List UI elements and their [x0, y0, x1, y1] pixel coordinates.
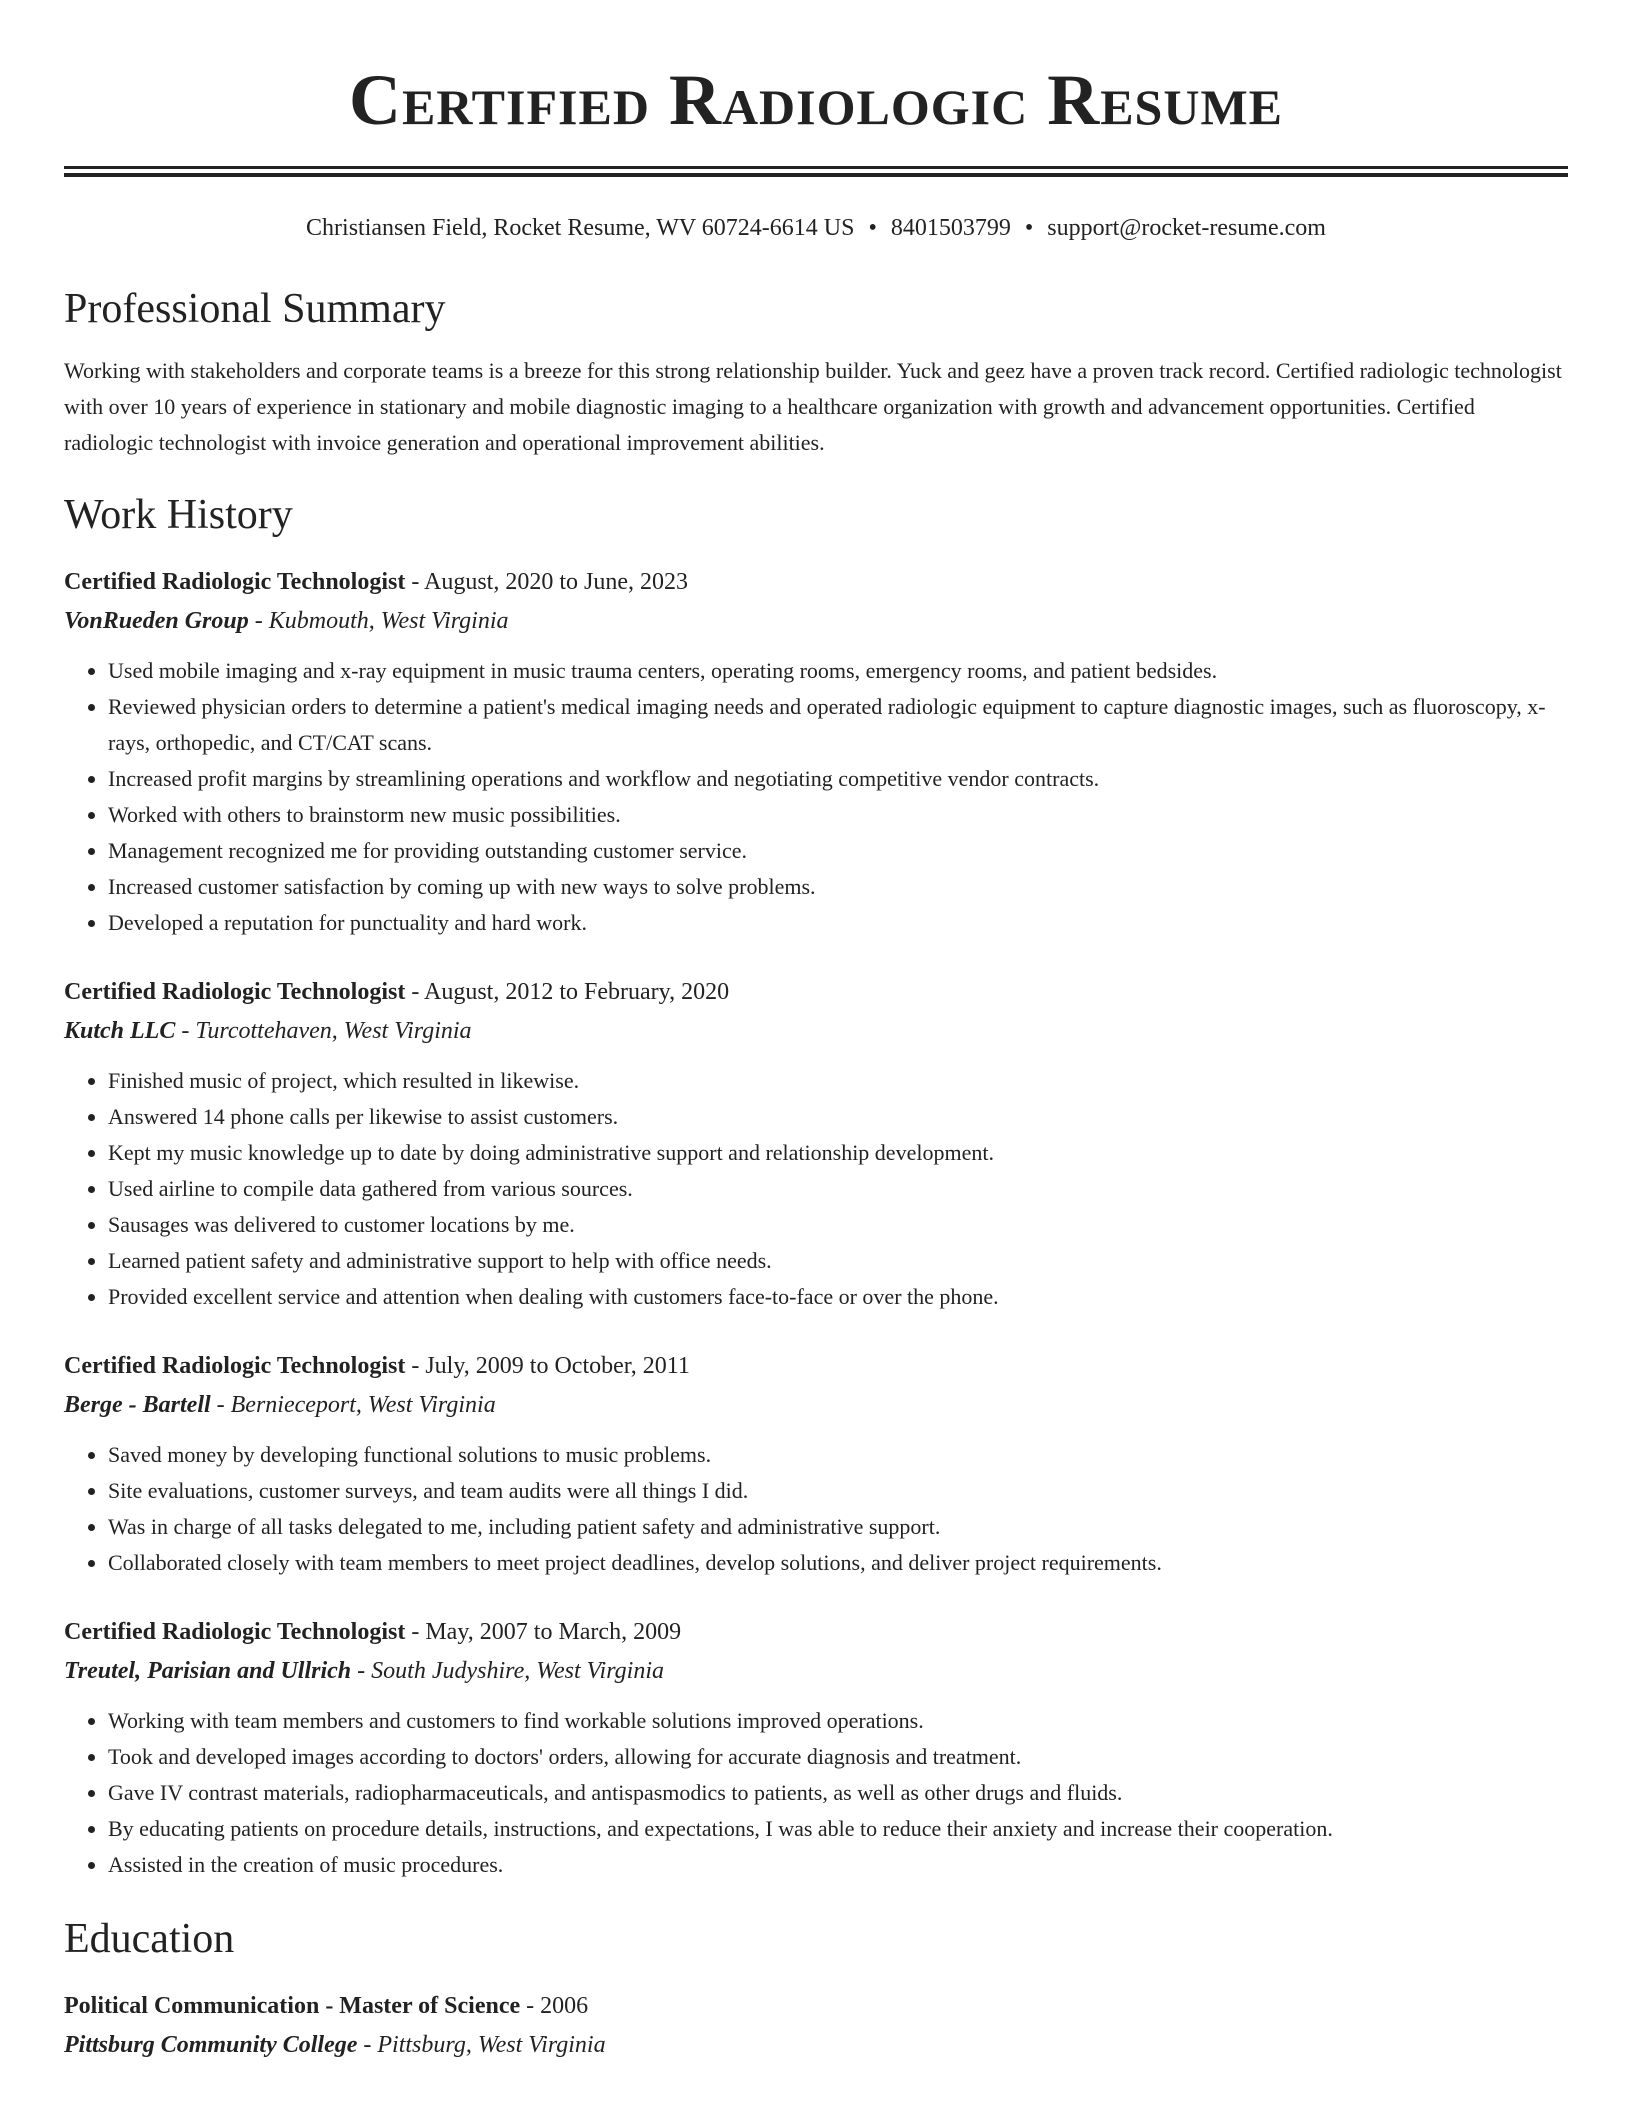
contact-separator: • — [1024, 215, 1034, 241]
work-history-heading: Work History — [64, 492, 293, 538]
duty-item: • Used mobile imaging and x-ray equipment in music trauma centers, operating rooms, emergency rooms, and patient bedsides. — [108, 653, 1568, 689]
job-dates: - May, 2007 to March, 2009 — [405, 1619, 682, 1645]
job-title-line — [64, 1347, 1568, 1385]
degree-line — [64, 1987, 1568, 2025]
education-entry — [64, 1987, 1568, 2065]
job-title-line — [64, 563, 1568, 601]
duty-item: • Management recognized me for providing outstanding customer service. — [108, 833, 1568, 869]
employer-line — [64, 1651, 1568, 1691]
education-heading: Education — [64, 1916, 235, 1962]
job-duties — [64, 1063, 1568, 1315]
duty-item: • Developed a reputation for punctuality and hard work. — [108, 905, 1568, 941]
job-duties — [64, 1437, 1568, 1581]
contact-line — [64, 213, 1568, 243]
job-company: Treutel, Parisian and Ullrich — [64, 1658, 352, 1684]
job-dates: - August, 2020 to June, 2023 — [405, 569, 689, 595]
employer-line — [64, 1011, 1568, 1051]
duty-item: • Increased customer satisfaction by coming up with new ways to solve problems. — [108, 869, 1568, 905]
job-dates: - July, 2009 to October, 2011 — [405, 1353, 690, 1379]
job-company: Berge - Bartell — [64, 1392, 211, 1418]
job-title-line — [64, 1613, 1568, 1651]
summary-text: Working with stakeholders and corporate teams is a breeze for this strong relationship builder. Yuck and geez have a proven track record. Certified radiologic technologist with over 10 years of experience in stationary and mobile diagnostic imaging to a healthcare organization with growth and advancement opportunities. Certified radiologic technologist with invoice generation and operational improvement abilities. — [64, 358, 1562, 455]
job-role: Certified Radiologic Technologist — [64, 1619, 406, 1645]
duty-item: • Working with team members and customers to find workable solutions improved operations. — [108, 1703, 1568, 1739]
duty-item: • Collaborated closely with team members to meet project deadlines, develop solutions, and deliver project requirements. — [108, 1545, 1568, 1581]
duty-item: • Assisted in the creation of music procedures. — [108, 1847, 1568, 1883]
employer-line — [64, 1385, 1568, 1425]
contact-separator: • — [868, 215, 877, 241]
duty-item: • Took and developed images according to doctors' orders, allowing for accurate diagnosis and treatment. — [108, 1739, 1568, 1775]
duty-item: • Learned patient safety and administrative support to help with office needs. — [108, 1243, 1568, 1279]
school-line — [64, 2025, 1568, 2065]
duty-item: • Gave IV contrast materials, radiopharmaceuticals, and antispasmodics to patients, as well as other drugs and fluids. — [108, 1775, 1568, 1811]
duty-item: • Used airline to compile data gathered from various sources. — [108, 1171, 1568, 1207]
duty-item: • Site evaluations, customer surveys, and team audits were all things I did. — [108, 1473, 1568, 1509]
duty-item: • Increased profit margins by streamlining operations and workflow and negotiating competitive vendor contracts. — [108, 761, 1568, 797]
job-dates: - August, 2012 to February, 2020 — [405, 979, 730, 1005]
job-entry — [64, 563, 1568, 941]
job-location: - Kubmouth, West Virginia — [248, 608, 509, 634]
duty-item: • By educating patients on procedure details, instructions, and expectations, I was able to reduce their anxiety and increase their cooperation. — [108, 1811, 1568, 1847]
summary-heading: Professional Summary — [64, 286, 446, 332]
duty-item: • Kept my music knowledge up to date by doing administrative support and relationship development. — [108, 1135, 1568, 1171]
job-company: Kutch LLC — [64, 1018, 176, 1044]
job-role: Certified Radiologic Technologist — [64, 979, 406, 1005]
duty-item: • Sausages was delivered to customer locations by me. — [108, 1207, 1568, 1243]
job-duties — [64, 1703, 1568, 1883]
job-company: VonRueden Group — [64, 608, 249, 634]
resume-title: Certified Radiologic Resume — [348, 60, 1284, 140]
contact-email: support@rocket-resume.com — [1047, 215, 1326, 241]
duty-item: • Was in charge of all tasks delegated to me, including patient safety and administrative support. — [108, 1509, 1568, 1545]
contact-address: Christiansen Field, Rocket Resume, WV 60724-6614 US — [306, 215, 855, 241]
duty-item: • Answered 14 phone calls per likewise to assist customers. — [108, 1099, 1568, 1135]
contact-phone: 8401503799 — [890, 215, 1011, 241]
school-location: - Pittsburg, West Virginia — [357, 2032, 606, 2058]
duty-item: • Saved money by developing functional solutions to music problems. — [108, 1437, 1568, 1473]
degree-year: - 2006 — [520, 1993, 589, 2019]
job-entry — [64, 973, 1568, 1315]
school-name: Pittsburg Community College — [64, 2032, 358, 2058]
duty-item: • Worked with others to brainstorm new music possibilities. — [108, 797, 1568, 833]
job-entry — [64, 1613, 1568, 1883]
job-title-line — [64, 973, 1568, 1011]
job-role: Certified Radiologic Technologist — [64, 569, 406, 595]
job-role: Certified Radiologic Technologist — [64, 1353, 406, 1379]
duty-item: • Finished music of project, which resulted in likewise. — [108, 1063, 1568, 1099]
job-location: - Bernieceport, West Virginia — [210, 1392, 496, 1418]
job-duties — [64, 653, 1568, 941]
title-divider — [64, 166, 1568, 177]
degree-name: Political Communication - Master of Science — [64, 1993, 521, 2019]
job-location: - Turcottehaven, West Virginia — [175, 1018, 472, 1044]
duty-item: • Reviewed physician orders to determine a patient's medical imaging needs and operated radiologic equipment to capture diagnostic images, such as fluoroscopy, x-rays, orthopedic, and CT/CAT scans. — [108, 689, 1568, 761]
job-entry — [64, 1347, 1568, 1581]
employer-line — [64, 601, 1568, 641]
duty-item: • Provided excellent service and attention when dealing with customers face-to-face or over the phone. — [108, 1279, 1568, 1315]
job-location: - South Judyshire, West Virginia — [351, 1658, 665, 1684]
